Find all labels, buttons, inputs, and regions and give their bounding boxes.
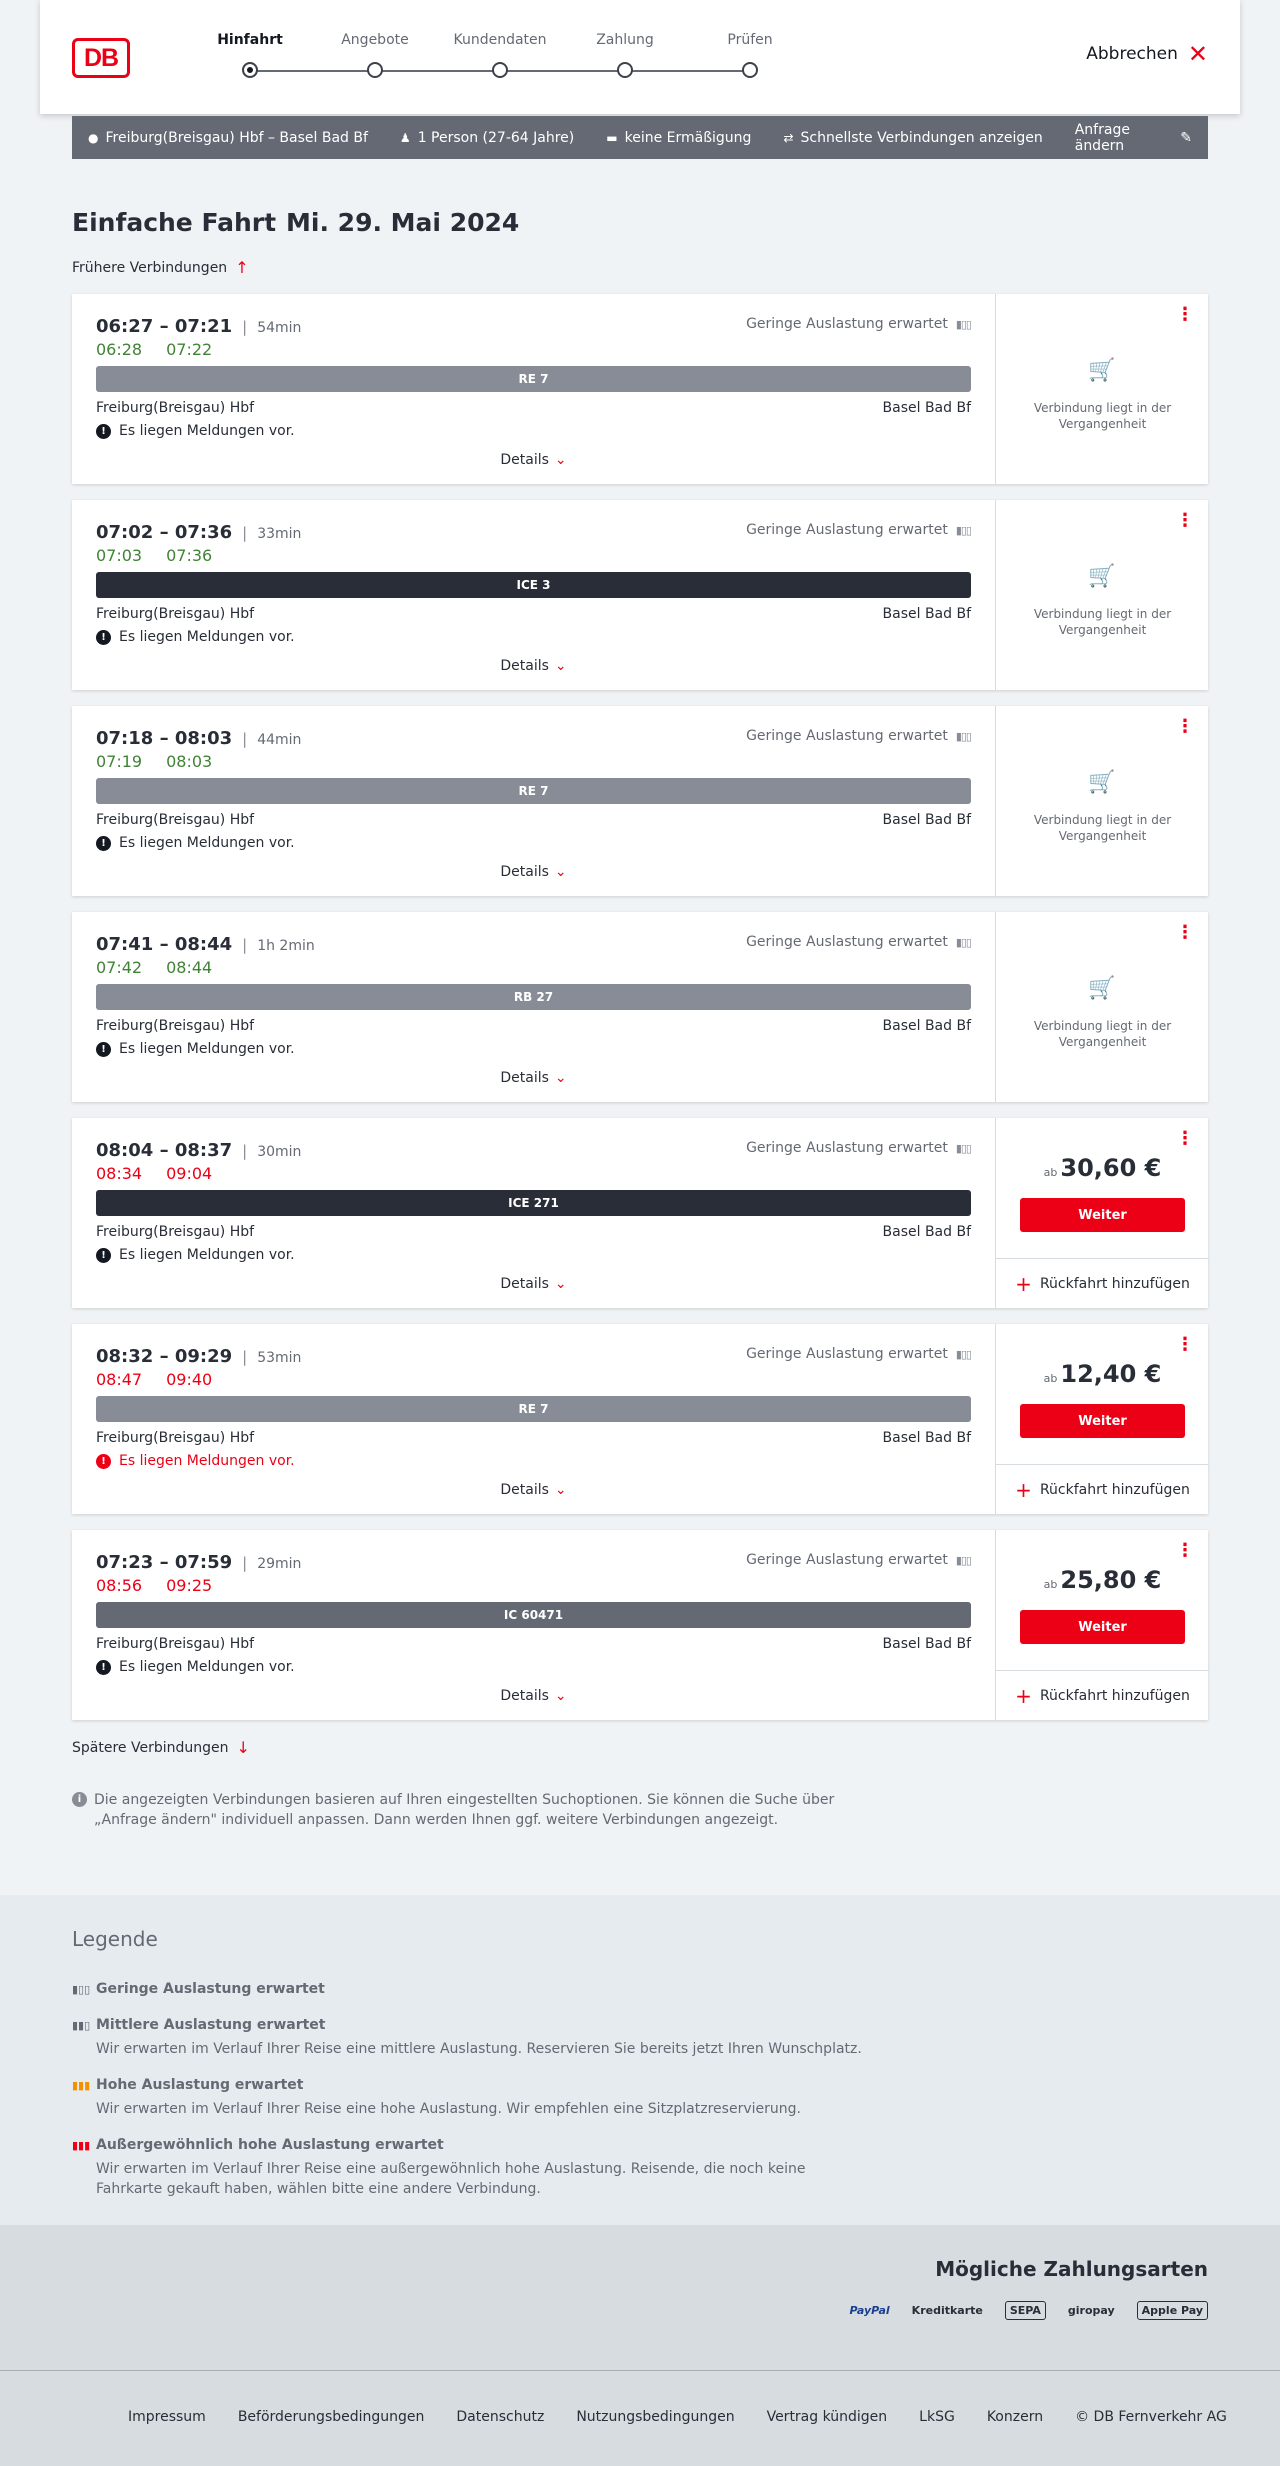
step-hinfahrt[interactable] (190, 32, 310, 78)
train-bar[interactable]: IC 60471 (96, 1602, 971, 1628)
step-circle-icon (492, 62, 508, 78)
price-prefix: ab (1043, 1166, 1058, 1179)
connection-info (72, 1530, 995, 1720)
realtime-departure: 07:42 (96, 958, 143, 977)
cart-icon: 🛒 (1088, 358, 1116, 383)
add-return-button[interactable] (996, 1464, 1209, 1514)
origin-station: Freiburg(Breisgau) Hbf (96, 606, 255, 622)
offer-panel (995, 1530, 1208, 1720)
connection-card[interactable] (72, 912, 1208, 1102)
separator: | (242, 1348, 248, 1366)
destination-station: Basel Bad Bf (882, 606, 971, 622)
payment-methods-section (0, 2225, 1280, 2370)
occupancy-medium-icon: ▮▮▯ (72, 2019, 91, 2032)
chevron-down-icon: ⌄ (554, 1482, 567, 1498)
realtime-times (96, 340, 236, 359)
duration: 30min (257, 1144, 302, 1160)
realtime-arrival: 07:22 (166, 340, 213, 359)
connection-info (72, 294, 995, 484)
notice[interactable] (96, 1659, 295, 1675)
close-icon: ✕ (1187, 40, 1208, 68)
occupancy-low-icon: ▮▯▯ (955, 523, 971, 537)
step-label: Hinfahrt (217, 32, 283, 48)
realtime-arrival: 09:40 (166, 1370, 213, 1389)
person-icon: ♟ (399, 130, 411, 145)
summary-route-text: Freiburg(Breisgau) Hbf – Basel Bad Bf (105, 129, 368, 146)
footer-link-vertrag-kuendigen[interactable]: Vertrag kündigen (766, 2409, 888, 2425)
time-range: 08:32 – 09:29 (96, 1346, 233, 1367)
connection-card[interactable] (72, 1324, 1208, 1514)
occupancy-info (746, 728, 971, 744)
cart-icon: 🛒 (1088, 770, 1116, 795)
separator: | (242, 730, 248, 748)
footer-links (128, 2409, 1227, 2425)
step-circle-icon (367, 62, 383, 78)
footer-link-datenschutz[interactable]: Datenschutz (456, 2409, 545, 2425)
footer-link-nutzungsbedingungen[interactable]: Nutzungsbedingungen (576, 2409, 735, 2425)
step-circle-icon (242, 62, 258, 78)
more-options-icon[interactable]: ⋮ (1176, 1540, 1194, 1561)
notice-text: Es liegen Meldungen vor. (119, 629, 295, 645)
occupancy-text: Geringe Auslastung erwartet (746, 316, 948, 332)
details-label: Details (500, 1276, 549, 1292)
summary-route (88, 130, 368, 146)
footer-copyright: © DB Fernverkehr AG (1075, 2409, 1227, 2425)
warning-icon: ! (96, 424, 111, 439)
continue-button[interactable]: Weiter (1020, 1404, 1185, 1438)
step-label: Angebote (341, 32, 409, 48)
occupancy-very-high-icon: ▮▮▮ (72, 2139, 91, 2152)
details-toggle[interactable] (72, 864, 995, 880)
more-options-icon[interactable]: ⋮ (1176, 304, 1194, 325)
realtime-departure: 07:19 (96, 752, 143, 771)
continue-button[interactable]: Weiter (1020, 1198, 1185, 1232)
occupancy-text: Geringe Auslastung erwartet (746, 1140, 948, 1156)
footer-link-konzern[interactable]: Konzern (986, 2409, 1044, 2425)
chevron-down-icon: ⌄ (554, 1276, 567, 1292)
sepa-icon: SEPA (1005, 2301, 1046, 2320)
notice[interactable] (96, 1041, 295, 1057)
notice[interactable] (96, 1453, 295, 1469)
duration: 53min (257, 1350, 302, 1366)
occupancy-text: Geringe Auslastung erwartet (746, 1346, 948, 1362)
step-label: Zahlung (596, 32, 654, 48)
realtime-times (96, 546, 236, 565)
realtime-arrival: 08:44 (166, 958, 213, 977)
legend-item-high (72, 2077, 872, 2119)
duration: 33min (257, 526, 302, 542)
price-value: 12,40 € (1060, 1360, 1162, 1388)
connection-card[interactable] (72, 294, 1208, 484)
occupancy-text: Geringe Auslastung erwartet (746, 728, 948, 744)
separator: | (242, 524, 248, 542)
paypal-icon: PayPal (849, 2304, 890, 2317)
connection-info (72, 912, 995, 1102)
step-kundendaten[interactable] (440, 32, 560, 78)
travel-date: Mi. 29. Mai 2024 (286, 208, 520, 237)
train-bar[interactable]: RE 7 (96, 778, 971, 804)
occupancy-text: Geringe Auslastung erwartet (746, 1552, 948, 1568)
pencil-icon: ✎ (1180, 129, 1192, 146)
time-range: 07:41 – 08:44 (96, 934, 233, 955)
earlier-connections-link[interactable] (72, 258, 249, 277)
legend-item-desc: Wir erwarten im Verlauf Ihrer Reise eine hohe Auslastung. Wir empfehlen eine Sitzplatzreservierung. (96, 2101, 801, 2117)
footer-link-lksg[interactable]: LkSG (919, 2409, 955, 2425)
occupancy-text: Geringe Auslastung erwartet (746, 934, 948, 950)
origin-station: Freiburg(Breisgau) Hbf (96, 1018, 255, 1034)
legend-item-very-high (72, 2137, 822, 2199)
footer-link-befoerderungsbedingungen[interactable]: Beförderungsbedingungen (237, 2409, 425, 2425)
destination-station: Basel Bad Bf (882, 1018, 971, 1034)
cancel-label: Abbrechen (1086, 44, 1178, 64)
notice[interactable] (96, 835, 295, 851)
details-toggle[interactable] (72, 1070, 995, 1086)
duration: 54min (257, 320, 302, 336)
search-summary-bar (72, 116, 1208, 159)
swap-arrows-icon: ⇄ (783, 130, 794, 145)
legend-title: Legende (72, 1927, 158, 1951)
realtime-times (96, 1164, 236, 1183)
summary-discount-text: keine Ermäßigung (624, 129, 752, 146)
connection-info (72, 500, 995, 690)
summary-discount (606, 130, 751, 146)
details-label: Details (500, 658, 549, 674)
separator: | (242, 936, 248, 954)
destination-station: Basel Bad Bf (882, 1636, 971, 1652)
location-pin-icon: ● (88, 130, 99, 145)
details-label: Details (500, 1482, 549, 1498)
realtime-times (96, 1576, 236, 1595)
separator: | (242, 1554, 248, 1572)
realtime-arrival: 07:36 (166, 546, 213, 565)
cart-icon: 🛒 (1088, 564, 1116, 589)
warning-icon: ! (96, 1454, 111, 1469)
price-prefix: ab (1043, 1372, 1058, 1385)
legend-item-medium (72, 2017, 872, 2059)
connection-card[interactable] (72, 1530, 1208, 1720)
duration: 1h 2min (257, 938, 315, 954)
change-request-label: Anfrage ändern (1074, 121, 1130, 154)
train-bar[interactable]: RB 27 (96, 984, 971, 1010)
add-return-button[interactable] (996, 1258, 1209, 1308)
more-options-icon[interactable]: ⋮ (1176, 716, 1194, 737)
time-range: 07:02 – 07:36 (96, 522, 233, 543)
notice-text: Es liegen Meldungen vor. (119, 1659, 295, 1675)
details-toggle[interactable] (72, 658, 995, 674)
warning-icon: ! (96, 836, 111, 851)
origin-station: Freiburg(Breisgau) Hbf (96, 400, 255, 416)
apple-pay-icon: Apple Pay (1137, 2301, 1208, 2320)
price (996, 1360, 1209, 1388)
origin-station: Freiburg(Breisgau) Hbf (96, 812, 255, 828)
legend-item-title: Außergewöhnlich hohe Auslastung erwartet (96, 2137, 444, 2153)
destination-station: Basel Bad Bf (882, 400, 971, 416)
footer (0, 2370, 1280, 2466)
cart-icon: 🛒 (1088, 976, 1116, 1001)
summary-passengers-text: 1 Person (27-64 Jahre) (417, 129, 575, 146)
giropay-icon: giropay (1067, 2304, 1115, 2317)
train-bar[interactable]: ICE 3 (96, 572, 971, 598)
cancel-button[interactable] (1086, 40, 1208, 68)
footer-link-impressum[interactable]: Impressum (128, 2409, 206, 2425)
realtime-times (96, 1370, 236, 1389)
time-range: 07:23 – 07:59 (96, 1552, 233, 1573)
scheduled-times (96, 316, 301, 337)
time-range: 06:27 – 07:21 (96, 316, 233, 337)
page-title (72, 208, 519, 237)
more-options-icon[interactable]: ⋮ (1176, 1128, 1194, 1149)
add-return-label: Rückfahrt hinzufügen (1039, 1481, 1190, 1498)
step-zahlung[interactable] (565, 32, 685, 78)
step-circle-icon (742, 62, 758, 78)
realtime-departure: 08:56 (96, 1576, 143, 1595)
train-bar[interactable]: RE 7 (96, 366, 971, 392)
offer-panel (995, 706, 1208, 896)
train-bar[interactable]: ICE 271 (96, 1190, 971, 1216)
details-label: Details (500, 1070, 549, 1086)
price-value: 25,80 € (1060, 1566, 1162, 1594)
details-toggle[interactable] (72, 1688, 995, 1704)
legend-section (0, 1895, 1280, 2225)
realtime-arrival: 09:25 (166, 1576, 213, 1595)
occupancy-low-icon: ▮▯▯ (955, 729, 971, 743)
legend-item-desc: Wir erwarten im Verlauf Ihrer Reise eine außergewöhnlich hohe Auslastung. Reisende, die noch keine Fahrkarte gekauft haben, wählen bitte eine andere Verbindung. (96, 2161, 806, 2197)
connection-info (72, 706, 995, 896)
realtime-departure: 06:28 (96, 340, 143, 359)
realtime-departure: 08:34 (96, 1164, 143, 1183)
time-range: 08:04 – 08:37 (96, 1140, 233, 1161)
price-value: 30,60 € (1060, 1154, 1162, 1182)
occupancy-info (746, 522, 971, 538)
notice-text: Es liegen Meldungen vor. (119, 1041, 295, 1057)
later-connections-link[interactable] (72, 1738, 250, 1757)
time-range: 07:18 – 08:03 (96, 728, 233, 749)
chevron-down-icon: ⌄ (554, 1688, 567, 1704)
legend-item-title: Hohe Auslastung erwartet (96, 2077, 304, 2093)
earlier-label: Frühere Verbindungen (72, 259, 228, 276)
legend-item-title: Geringe Auslastung erwartet (96, 1981, 325, 1997)
step-label: Prüfen (727, 32, 773, 48)
details-toggle[interactable] (72, 1276, 995, 1292)
change-request-button[interactable] (1075, 122, 1192, 154)
plus-icon: + (1015, 1271, 1032, 1296)
info-icon: i (72, 1792, 87, 1807)
chevron-down-icon: ⌄ (554, 658, 567, 674)
offer-panel (995, 912, 1208, 1102)
connection-card[interactable] (72, 1118, 1208, 1308)
connection-info (72, 1118, 995, 1308)
chevron-down-icon: ⌄ (554, 864, 567, 880)
occupancy-low-icon: ▮▯▯ (72, 1983, 91, 1996)
separator: | (242, 1142, 248, 1160)
connection-info (72, 1324, 995, 1514)
past-connection-note: Verbindung liegt in der Vergangenheit (1033, 1019, 1172, 1049)
offer-panel (995, 1324, 1208, 1514)
train-bar[interactable]: RE 7 (96, 1396, 971, 1422)
notice[interactable] (96, 1247, 295, 1263)
occupancy-low-icon: ▮▯▯ (955, 1347, 971, 1361)
notice[interactable] (96, 629, 295, 645)
duration: 44min (257, 732, 302, 748)
origin-station: Freiburg(Breisgau) Hbf (96, 1636, 255, 1652)
summary-passengers (400, 130, 574, 146)
price (996, 1154, 1209, 1182)
info-note (72, 1790, 842, 1830)
connection-card[interactable] (72, 706, 1208, 896)
destination-station: Basel Bad Bf (882, 812, 971, 828)
price (996, 1566, 1209, 1594)
realtime-arrival: 08:03 (166, 752, 213, 771)
scheduled-times (96, 728, 301, 749)
notice-text: Es liegen Meldungen vor. (119, 1453, 295, 1469)
notice-text: Es liegen Meldungen vor. (119, 1247, 295, 1263)
occupancy-info (746, 934, 971, 950)
db-logo[interactable]: DB (72, 38, 130, 78)
step-circle-icon (617, 62, 633, 78)
more-options-icon[interactable]: ⋮ (1176, 510, 1194, 531)
warning-icon: ! (96, 630, 111, 645)
occupancy-info (746, 1140, 971, 1156)
realtime-arrival: 09:04 (166, 1164, 213, 1183)
offer-panel (995, 1118, 1208, 1308)
duration: 29min (257, 1556, 302, 1572)
realtime-times (96, 958, 236, 977)
arrow-up-icon: ↑ (235, 258, 249, 277)
offer-panel (995, 500, 1208, 690)
info-text: Die angezeigten Verbindungen basieren auf Ihren eingestellten Suchoptionen. Sie können die Suche über „Anfrage ändern" individuell anpassen. Dann werden Ihnen ggf. weitere Verbindungen angezeigt. (94, 1792, 835, 1828)
step-label: Kundendaten (453, 32, 547, 48)
plus-icon: + (1015, 1683, 1032, 1708)
continue-button[interactable]: Weiter (1020, 1610, 1185, 1644)
notice-text: Es liegen Meldungen vor. (119, 835, 295, 851)
scheduled-times (96, 522, 301, 543)
bahncard-icon: ▬ (606, 130, 618, 145)
summary-mode (783, 130, 1042, 146)
later-label: Spätere Verbindungen (72, 1739, 229, 1756)
separator: | (242, 318, 248, 336)
warning-icon: ! (96, 1248, 111, 1263)
legend-item-low (72, 1981, 872, 1997)
booking-stepper (210, 32, 773, 92)
notice-text: Es liegen Meldungen vor. (119, 423, 295, 439)
warning-icon: ! (96, 1042, 111, 1057)
details-toggle[interactable] (72, 452, 995, 468)
offer-panel (995, 294, 1208, 484)
add-return-label: Rückfahrt hinzufügen (1039, 1687, 1190, 1704)
legend-item-desc: Wir erwarten im Verlauf Ihrer Reise eine mittlere Auslastung. Reservieren Sie bereits jetzt Ihren Wunschplatz. (96, 2041, 862, 2057)
step-angebote[interactable] (315, 32, 435, 78)
realtime-times (96, 752, 236, 771)
credit-card-icon: Kreditkarte (911, 2304, 983, 2317)
connection-card[interactable] (72, 500, 1208, 690)
scheduled-times (96, 1346, 301, 1367)
more-options-icon[interactable]: ⋮ (1176, 922, 1194, 943)
add-return-label: Rückfahrt hinzufügen (1039, 1275, 1190, 1292)
arrow-down-icon: ↓ (236, 1738, 250, 1757)
occupancy-low-icon: ▮▯▯ (955, 1141, 971, 1155)
occupancy-info (746, 316, 971, 332)
occupancy-text: Geringe Auslastung erwartet (746, 522, 948, 538)
occupancy-info (746, 1346, 971, 1362)
scheduled-times (96, 934, 315, 955)
trip-type: Einfache Fahrt (72, 208, 277, 237)
payment-title: Mögliche Zahlungsarten (935, 2257, 1208, 2281)
details-label: Details (500, 452, 549, 468)
occupancy-high-icon: ▮▮▮ (72, 2079, 91, 2092)
details-label: Details (500, 1688, 549, 1704)
scheduled-times (96, 1140, 301, 1161)
warning-icon: ! (96, 1660, 111, 1675)
occupancy-low-icon: ▮▯▯ (955, 1553, 971, 1567)
past-connection-note: Verbindung liegt in der Vergangenheit (1033, 401, 1172, 431)
chevron-down-icon: ⌄ (554, 452, 567, 468)
chevron-down-icon: ⌄ (554, 1070, 567, 1086)
destination-station: Basel Bad Bf (882, 1430, 971, 1446)
occupancy-low-icon: ▮▯▯ (955, 317, 971, 331)
past-connection-note: Verbindung liegt in der Vergangenheit (1033, 607, 1172, 637)
payment-icons (850, 2301, 1209, 2320)
details-toggle[interactable] (72, 1482, 995, 1498)
occupancy-info (746, 1552, 971, 1568)
origin-station: Freiburg(Breisgau) Hbf (96, 1224, 255, 1240)
summary-mode-text: Schnellste Verbindungen anzeigen (800, 129, 1043, 146)
add-return-button[interactable] (996, 1670, 1209, 1720)
details-label: Details (500, 864, 549, 880)
plus-icon: + (1015, 1477, 1032, 1502)
past-connection-note: Verbindung liegt in der Vergangenheit (1033, 813, 1172, 843)
legend-item-title: Mittlere Auslastung erwartet (96, 2017, 326, 2033)
realtime-departure: 07:03 (96, 546, 143, 565)
more-options-icon[interactable]: ⋮ (1176, 1334, 1194, 1355)
top-header (40, 0, 1240, 114)
price-prefix: ab (1043, 1578, 1058, 1591)
step-pruefen[interactable] (690, 32, 810, 78)
occupancy-low-icon: ▮▯▯ (955, 935, 971, 949)
destination-station: Basel Bad Bf (882, 1224, 971, 1240)
notice[interactable] (96, 423, 295, 439)
realtime-departure: 08:47 (96, 1370, 143, 1389)
scheduled-times (96, 1552, 301, 1573)
origin-station: Freiburg(Breisgau) Hbf (96, 1430, 255, 1446)
